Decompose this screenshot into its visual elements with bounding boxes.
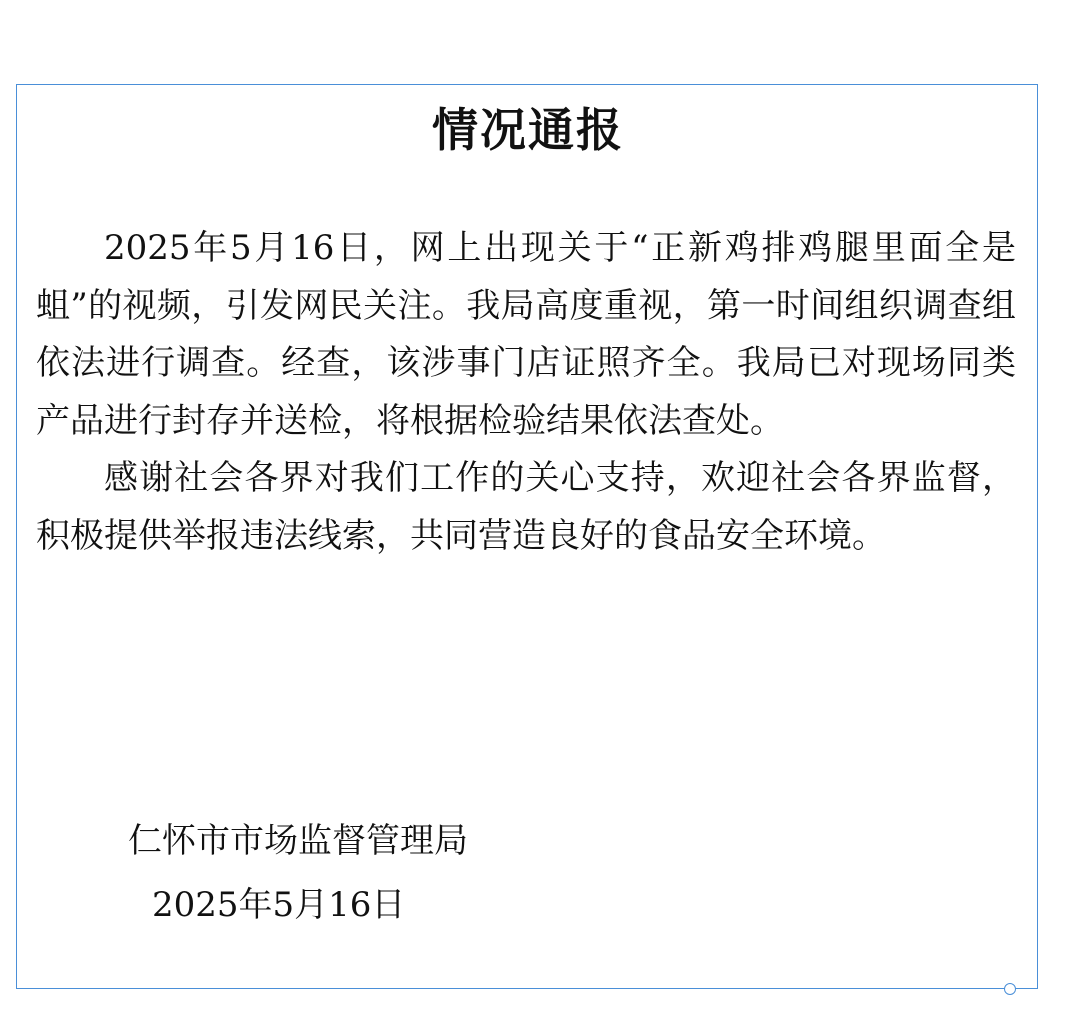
document-title: 情况通报 [432,103,624,157]
resize-handle-icon[interactable] [1004,983,1016,995]
issuer-name: 仁怀市市场监督管理局 [128,821,468,861]
issue-date: 2025年5月16日 [152,885,406,925]
paragraph-investigation: 2025年5月16日，网上出现关于“正新鸡排鸡腿里面全是蛆”的视频，引发网民关注。我局高度重视，第一时间组织调查组依法进行调查。经查，该涉事门店证照齐全。我局已对现场同类产品进行封存并送检，将根据检验结果依法查处。 [36,228,1016,441]
paragraph-thanks: 感谢社会各界对我们工作的关心支持，欢迎社会各界监督，积极提供举报违法线索，共同营造良好的食品安全环境。 [36,458,1016,556]
document-body [36,220,1016,565]
